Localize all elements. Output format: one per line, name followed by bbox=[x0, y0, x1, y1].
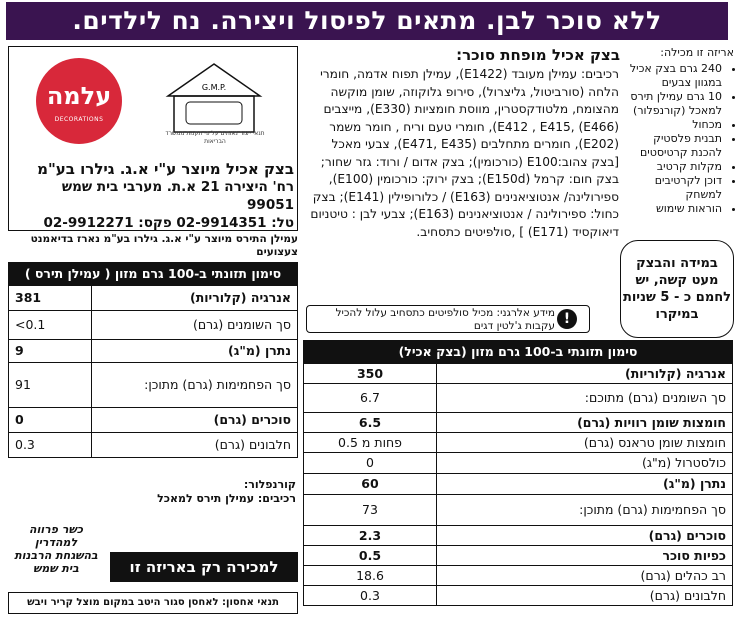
ingredients-text: רכיבים: עמילן מעובד (E1422), עמילן תפוח אדמה, חומרי הלחה (סורביטול, גליצרול), סירופ גלוקוזה, שומן מוקשה מהצומח, מלטודקסטרין, מווסת חומציות (E330), מייצבים (E466) ,E412 , E415), חומרי טעם וריח , חומר משמר (E202), חומרים מתחלבים (E471, E435), צבעי מאכל [בצק צהוב:E100 (כורכומין); בצק אדום / ורוד: גזר שחור; בצק חום: קרמל (E150d); בצק ירוק: כורכומין (E100), ספירולינה/ אנטוציאנינים (E163) / כלורופילין (E141); בצק כחול: ספירולינה / אנטוציאנינים (E163); צבעי לבן : טיטניום דיאוקסיד (E171) ] ,סולפיטים כתסחיב. bbox=[310, 67, 619, 239]
gmp-seal-icon bbox=[164, 62, 264, 140]
gmp-caption: תנאי ייצור נאותים על פי תקנות ממשרד הבריאות bbox=[165, 130, 265, 145]
nutrition-row bbox=[304, 494, 732, 525]
contents-item: • מקלות קרטיב bbox=[622, 160, 722, 174]
nutrient-value: 0.3 bbox=[9, 433, 92, 457]
nutrient-label: אנרגיה (קלוריות) bbox=[189, 290, 291, 305]
nutrient-value: 0.5 bbox=[304, 546, 437, 565]
nutrient-label: אנרגיה (קלוריות) bbox=[624, 366, 726, 381]
nutrient-value: 73 bbox=[304, 495, 437, 525]
starch-producer-note: עמילן התירס מיוצר ע"י א.ג. גילרו בע"מ נארז בדיאמנט צעצועים bbox=[30, 233, 298, 258]
nutrient-label: נתרן (מ"ג) bbox=[663, 476, 726, 491]
warm-instruction-box bbox=[620, 240, 734, 338]
nutrient-value: 9 bbox=[9, 340, 92, 362]
nutrient-value: 381 bbox=[9, 286, 92, 310]
nutrient-value: 2.3 bbox=[304, 526, 437, 545]
nutrient-value: 0 bbox=[304, 453, 437, 473]
nutrition-rows bbox=[304, 363, 732, 605]
nutrient-value: <0.1 bbox=[9, 311, 92, 339]
nutrient-value: פחות מ 0.5 bbox=[304, 433, 437, 452]
cornflour-title: קורנפלור: bbox=[243, 478, 296, 491]
nutrition-row bbox=[9, 310, 297, 339]
nutrition-row bbox=[304, 432, 732, 452]
nutrition-row bbox=[9, 432, 297, 457]
nutrient-value: 91 bbox=[9, 363, 92, 407]
nutrient-label: כפיות סוכר bbox=[662, 548, 726, 563]
contents-list bbox=[622, 62, 734, 216]
nutrition-row bbox=[9, 285, 297, 310]
nutrient-label: חלבונים (גרם) bbox=[649, 588, 726, 603]
nutrient-value: 6.5 bbox=[304, 413, 437, 432]
manufacturer-info bbox=[12, 160, 294, 232]
ingredients-title: בצק אכיל מופחת סוכר: bbox=[456, 46, 620, 64]
contents-item: • מכחול bbox=[622, 118, 722, 132]
kosher-statement: כשר פרווה למהדרין בהשגחת הרבנות בית שמש bbox=[14, 523, 98, 575]
sale-only-banner: למכירה רק באריזה זו bbox=[110, 552, 298, 582]
contents-item: • 240 גרם בצק אכיל במגוון צבעים bbox=[622, 62, 722, 90]
nutrient-value: 0.3 bbox=[304, 586, 437, 605]
nutrition-row bbox=[304, 473, 732, 494]
contents-item: • 10 גרם עמילן תירס למאכל (קורנפלור) bbox=[622, 90, 722, 118]
nutrition-row bbox=[9, 407, 297, 432]
contents-item: • תבנית פלסטיק להכנת קרטיסטים bbox=[622, 132, 722, 160]
nutrition-rows bbox=[9, 285, 297, 457]
nutrition-row bbox=[304, 412, 732, 432]
nutrient-label: חלבונים (גרם) bbox=[214, 437, 291, 452]
nutrition-row bbox=[304, 452, 732, 473]
nutrient-label: סוכרים (גרם) bbox=[213, 412, 291, 427]
gmp-badge-text: G.M.P. bbox=[201, 83, 227, 92]
nutrition-table-title: סימון תזונתי ב-100 גרם מזון ( עמילן תירס ) bbox=[9, 263, 297, 285]
allergy-text: מידע אלרגני: מכיל סולפיטים כתסחיב עלול להכיל עקבות ג'לטין דגים bbox=[335, 307, 555, 332]
nutrient-value: 18.6 bbox=[304, 566, 437, 585]
nutrition-row bbox=[304, 585, 732, 605]
nutrition-row bbox=[9, 339, 297, 362]
brand-logo bbox=[36, 58, 122, 144]
nutrient-label: סך השומנים (גרם) bbox=[192, 317, 291, 332]
storage-instructions: תנאי אחסון: לאחסן סגור היטב במקום מוצל קריר ויבש bbox=[8, 592, 298, 614]
nutrition-row bbox=[304, 565, 732, 585]
nutrition-table-starch bbox=[8, 262, 298, 458]
manufacturer-name: בצק אכיל מיוצר ע"י א.ג. גילרו בע"מ bbox=[37, 160, 294, 178]
nutrition-row bbox=[9, 362, 297, 407]
nutrient-value: 60 bbox=[304, 474, 437, 494]
cornflour-ingredients: רכיבים: עמילן תירס למאכל bbox=[157, 492, 296, 505]
nutrient-label: סך הפחמימות (גרם) מתוכן: bbox=[144, 377, 291, 392]
nutrition-table-dough bbox=[303, 340, 733, 606]
allergy-box bbox=[306, 305, 590, 333]
manufacturer-address: רח' היצירה 21 א.ת. מערבי בית שמש 99051 bbox=[61, 179, 294, 213]
nutrition-row bbox=[304, 525, 732, 545]
warm-instruction-text: במידה והבצק מעט קשה, יש לחמם כ - 5 שניות במיקרו bbox=[622, 256, 732, 322]
nutrient-value: 0 bbox=[9, 408, 92, 432]
brand-name: עלמה bbox=[46, 82, 112, 110]
contents-item: • דוכן לקרטיבים למשחק bbox=[622, 174, 722, 202]
brand-subtitle: DECORATIONS bbox=[54, 116, 104, 123]
contents-title: אריזה זו מכילה: bbox=[660, 46, 734, 59]
nutrient-label: נתרן (מ"ג) bbox=[228, 343, 291, 358]
package-contents bbox=[622, 46, 734, 236]
nutrient-label: חומצות שומן רוויות (גרם) bbox=[577, 415, 726, 430]
manufacturer-phone: טל: 02-9914351 פקס: 02-9912271 bbox=[43, 215, 294, 231]
nutrition-table-title: סימון תזונתי ב-100 גרם מזון (בצק אכיל) bbox=[304, 341, 732, 363]
nutrient-label: רב כהלים (גרם) bbox=[640, 568, 726, 583]
nutrient-label: סוכרים (גרם) bbox=[648, 528, 726, 543]
nutrient-value: 350 bbox=[304, 364, 437, 383]
nutrition-row bbox=[304, 363, 732, 383]
nutrient-label: כולסטרול (מ"ג) bbox=[641, 455, 726, 470]
nutrient-label: סך הפחמימות (גרם) מתוכן: bbox=[579, 502, 726, 517]
warning-icon: ! bbox=[557, 309, 577, 329]
top-banner: ללא סוכר לבן. מתאים לפיסול ויצירה. נח לילדים. bbox=[6, 2, 728, 40]
nutrition-row bbox=[304, 545, 732, 565]
nutrition-row bbox=[304, 383, 732, 412]
cornflour-info bbox=[130, 478, 296, 506]
nutrient-label: סך השומנים (גרם) מתוכם: bbox=[584, 390, 726, 405]
nutrient-value: 6.7 bbox=[304, 384, 437, 412]
contents-item: • הוראות שימוש bbox=[622, 202, 722, 216]
nutrient-label: חומצות שומן טראנס (גרם) bbox=[583, 435, 726, 450]
